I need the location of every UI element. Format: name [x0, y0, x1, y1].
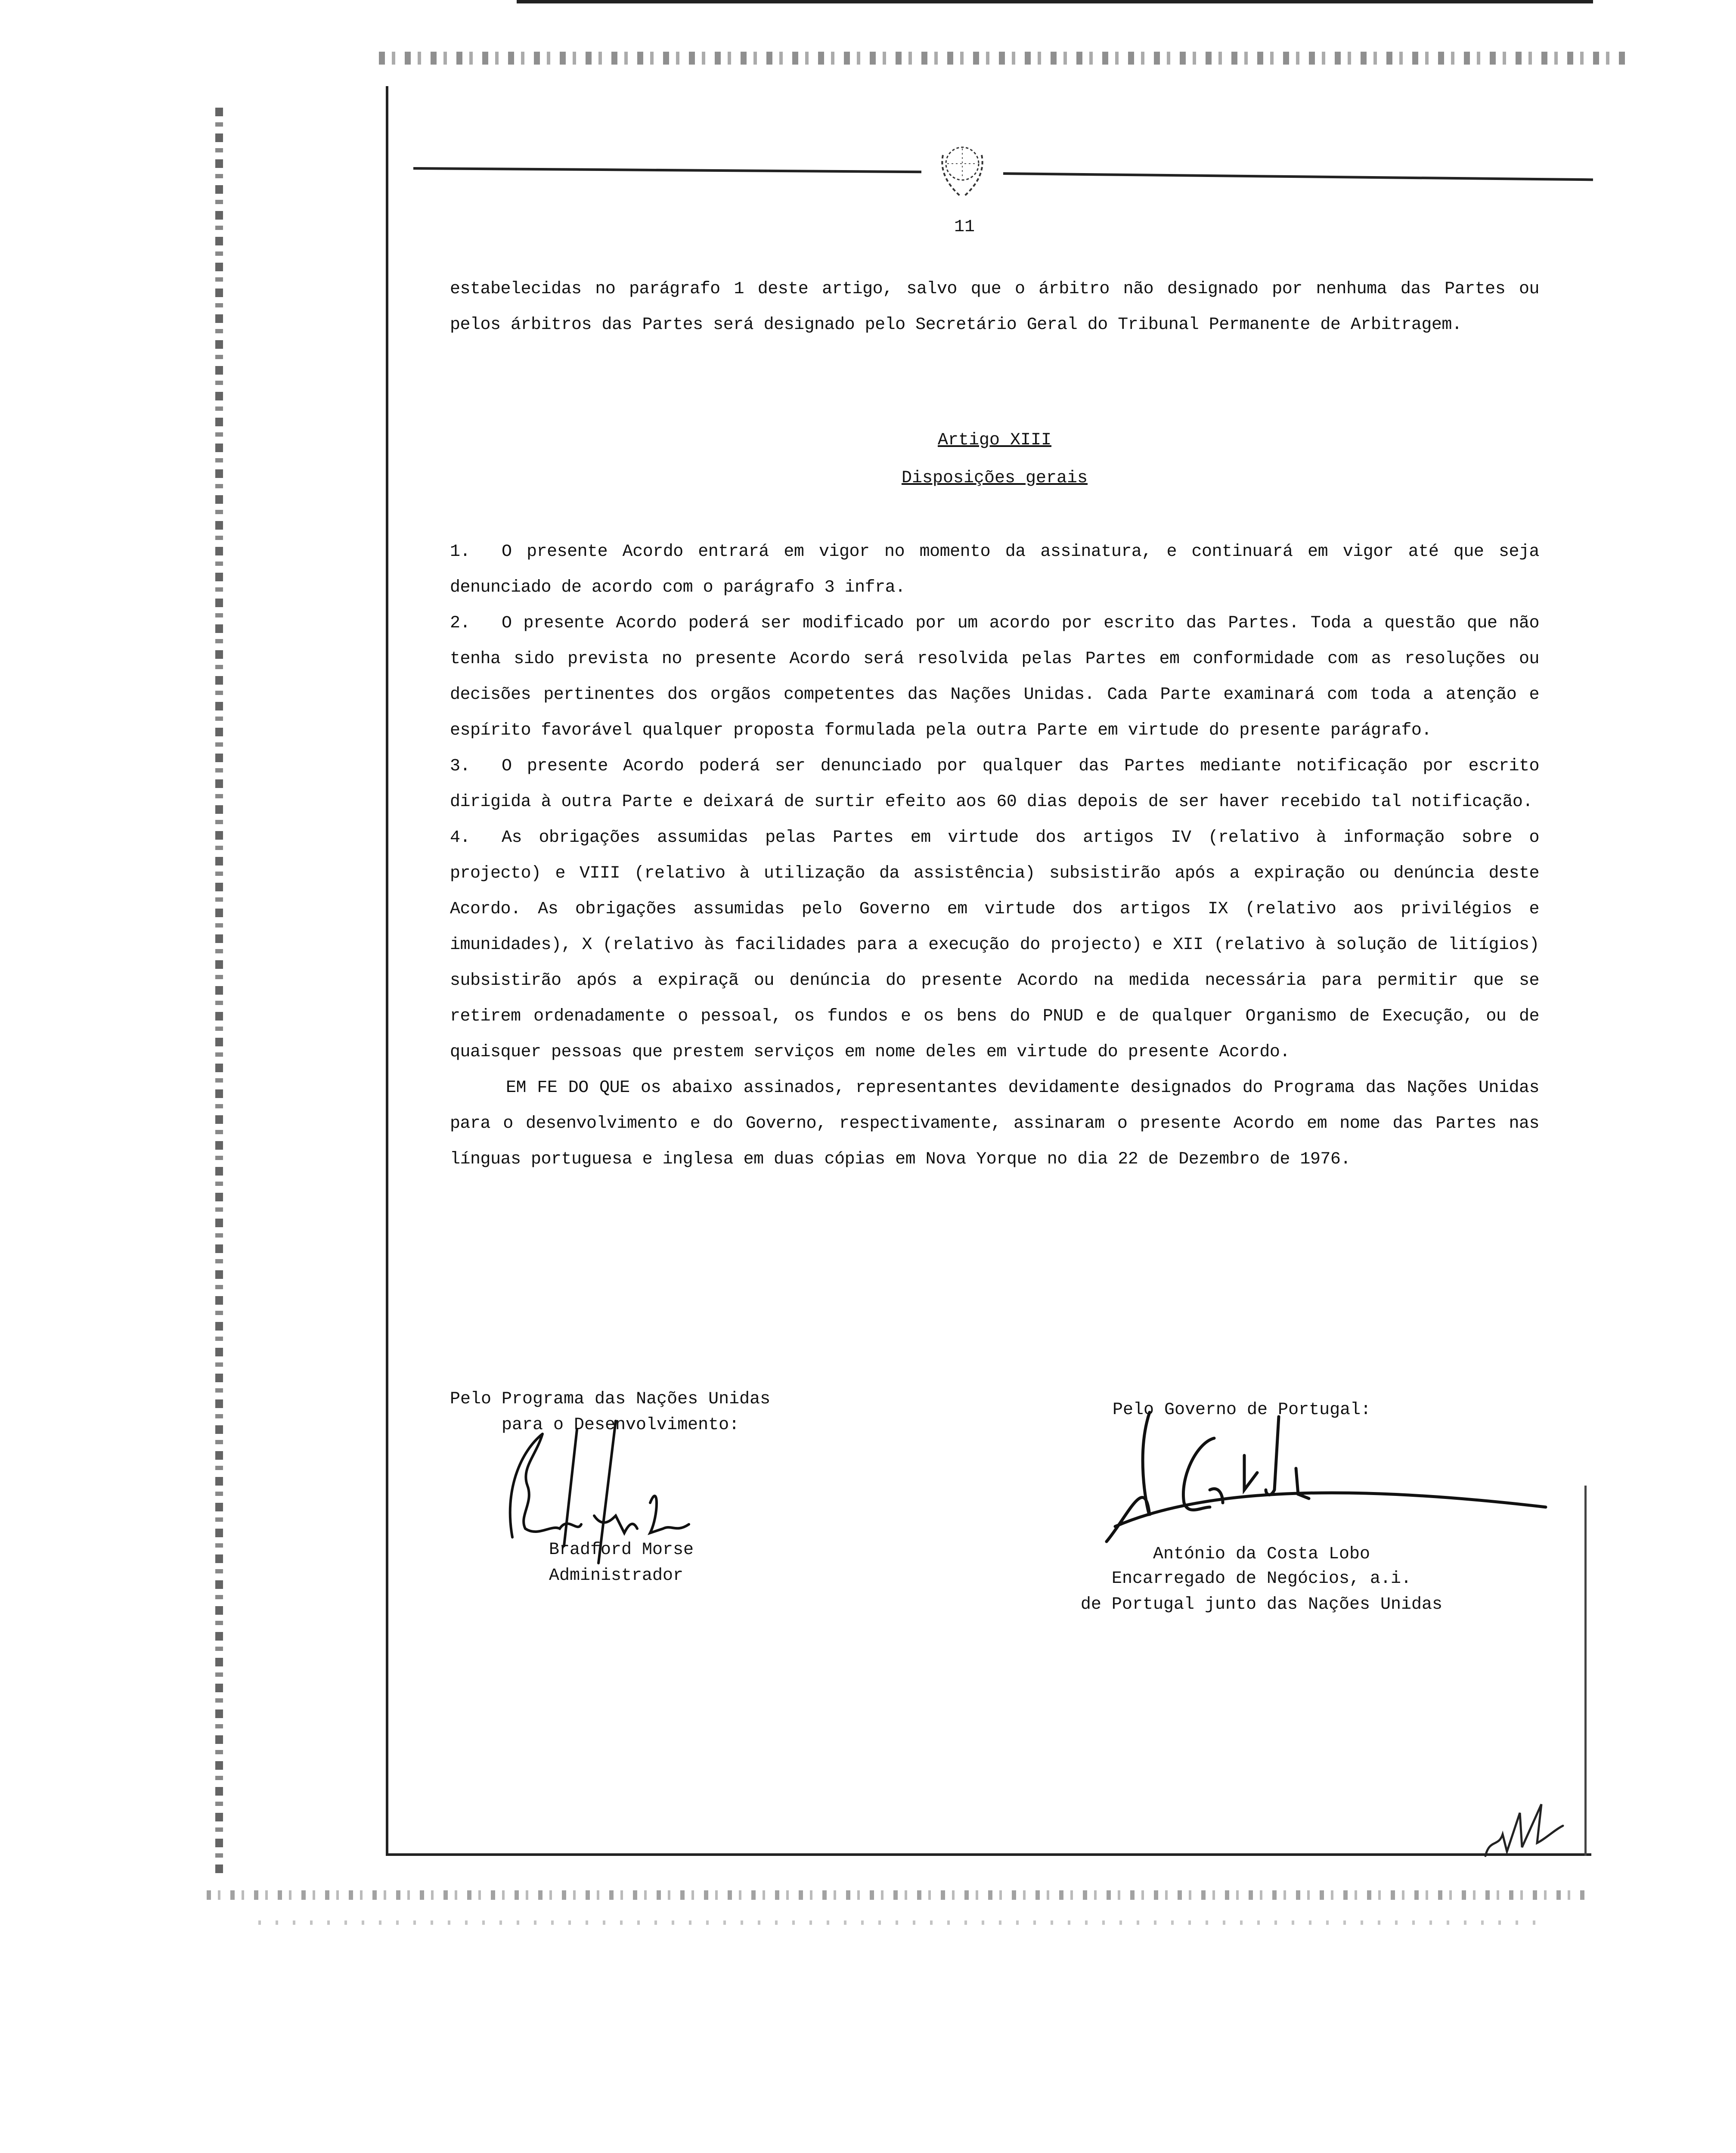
- header-rule-right: [1003, 172, 1593, 181]
- intro-paragraph: estabelecidas no parágrafo 1 deste artigo, salvo que o árbitro não designado por nenhuma das Partes ou pelos árbitros das Partes será designado pelo Secretário Geral do Tribunal Permanente de Arbitragem.: [450, 279, 1539, 335]
- left-signatory-heading-2: para o Desenvolvimento:: [502, 1415, 740, 1435]
- page-number: 11: [954, 217, 975, 237]
- un-emblem-icon: [934, 138, 990, 202]
- clause-text: O presente Acordo entrará em vigor no momento da assinatura, e continuará em vigor até que seja denunciado de acordo com o parágrafo 3 infra.: [450, 542, 1539, 597]
- clause-text: O presente Acordo poderá ser denunciado por qualquer das Partes mediante notificação por escrito dirigida à outra Parte e deixará de surtir efeito aos 60 dias depois de ser haver recebido tal notificação.: [450, 757, 1539, 812]
- right-signatory-title-1: Encarregado de Negócios, a.i.: [1111, 1569, 1412, 1588]
- clause-text: O presente Acordo poderá ser modificado por um acordo por escrito das Partes. Toda a questão que não tenha sido prevista no presente Acordo será resolvida pelas Partes em conformidade com as resoluções ou decisões pertinentes dos orgãos competentes das Nações Unidas. Cada Parte examinará com toda a atenção e espírito favorável qualquer proposta formulada pela outra Parte em virtude do presente parágrafo.: [450, 614, 1539, 740]
- page-frame-left: [386, 86, 388, 1856]
- initials-mark: [1481, 1787, 1567, 1864]
- scan-artifact-left-edge: [215, 108, 223, 1873]
- clause-3: [450, 748, 1539, 820]
- clause-number: 3.: [450, 757, 471, 776]
- closing-paragraph: EM FE DO QUE os abaixo assinados, representantes devidamente designados do Programa das Nações Unidas para o desenvolvimento e do Governo, respectivamente, assinaram o presente Acordo em nome das Partes nas línguas portuguesa e inglesa em duas cópias em Nova Yorque no dia 22 de Dezembro de 1976.: [450, 1078, 1539, 1169]
- clause-4: [450, 820, 1539, 1070]
- clause-text: As obrigações assumidas pelas Partes em virtude dos artigos IV (relativo à informação sobre o projecto) e VIII (relativo à utilização da assistência) subsistirão após a expiração ou denúncia deste Acordo. As obrigações assumidas pelo Governo em virtude dos artigos IX (relativo aos privilégios e imunidades), X (relativo às facilidades para a execução do projecto) e XII (relativo à solução de litígios) subsistirão após a expiraçã ou denúncia do presente Acordo na medida necessária para permitir que se retirem ordenadamente o pessoal, os fundos e os bens do PNUD e de qualquer Organismo de Execução, ou de quaisquer pessoas que prestem serviços em nome deles em virtude do presente Acordo.: [450, 828, 1539, 1062]
- right-signatory-heading: Pelo Governo de Portugal:: [1113, 1400, 1371, 1420]
- clause-number: 1.: [450, 542, 471, 562]
- article-title: Artigo XIII: [937, 431, 1052, 450]
- right-signatory-title-2: de Portugal junto das Nações Unidas: [1080, 1595, 1443, 1614]
- scan-artifact-bottom-2: [258, 1920, 1550, 1925]
- signature-antonio-da-costa-lobo: [1102, 1408, 1554, 1550]
- header-rule-left: [413, 167, 921, 173]
- scan-artifact-top: [379, 52, 1628, 65]
- scan-artifact-bottom: [207, 1890, 1584, 1900]
- left-signatory-heading-1: Pelo Programa das Nações Unidas: [450, 1390, 771, 1409]
- clause-number: 2.: [450, 614, 471, 633]
- scan-artifact-top-edge: [517, 0, 1593, 3]
- left-signatory-title: Administrador: [549, 1566, 684, 1585]
- clause-number: 4.: [450, 828, 471, 847]
- clause-2: [450, 605, 1539, 748]
- clause-1: [450, 534, 1539, 605]
- page-frame-bottom: [386, 1853, 1591, 1856]
- clauses: [450, 534, 1539, 1177]
- left-signatory-name: Bradford Morse: [549, 1540, 694, 1560]
- article-subtitle: Disposições gerais: [901, 468, 1088, 488]
- page-frame-right: [1584, 1486, 1587, 1856]
- right-signatory-name: António da Costa Lobo: [1153, 1545, 1370, 1564]
